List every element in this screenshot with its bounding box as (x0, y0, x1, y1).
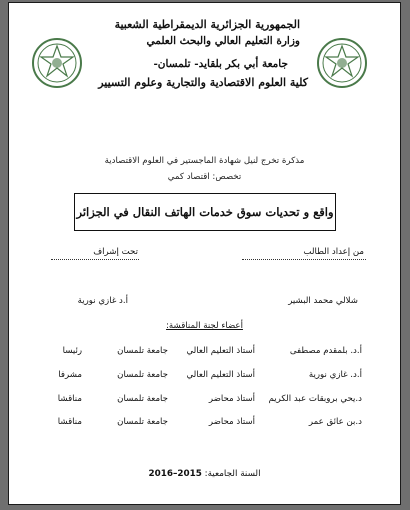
ministry-name: وزارة التعليم العالي والبحث العلمي (146, 35, 300, 47)
member-role: مناقشا (57, 417, 82, 427)
member-university: جامعة تلمسان (117, 394, 168, 404)
specialty-line: تخصص: اقتصاد كمي (167, 172, 242, 182)
member-name: أ.د. بلمقدم مصطفى (289, 346, 362, 356)
academic-year-label: السنة الجامعية: (204, 469, 261, 479)
university-emblem-icon (316, 37, 368, 89)
member-university: جامعة تلمسان (117, 346, 168, 356)
member-rank: أستاذ التعليم العالي (186, 346, 255, 356)
student-label: من إعداد الطالب (303, 247, 364, 257)
committee-title-text: أعضاء لجنة المناقشة: (166, 321, 243, 331)
member-role: رئيسا (62, 346, 82, 356)
member-role: مشرفا (58, 370, 82, 380)
member-name: د.يحي بروبقات عبد الكريم (268, 394, 362, 404)
supervisor-name: أ.د غازي نورية (77, 296, 128, 306)
committee-row (9, 346, 400, 360)
supervisor-label: تحت إشراف (93, 247, 138, 257)
member-university: جامعة تلمسان (117, 417, 168, 427)
university-name: جامعة أبي بكر بلقايد- تلمسان- (153, 58, 288, 70)
student-name: شلالي محمد البشير (288, 296, 358, 306)
divider (51, 259, 139, 260)
thesis-title-box (74, 193, 336, 231)
member-name: أ.د. غازي نورية (308, 370, 362, 380)
committee-row (9, 394, 400, 408)
committee-row (9, 417, 400, 431)
member-rank: أستاذ محاضر (208, 417, 255, 427)
member-university: جامعة تلمسان (117, 370, 168, 380)
academic-year-value: 2015–2016 (148, 469, 202, 479)
member-role: مناقشا (57, 394, 82, 404)
divider (242, 259, 366, 260)
republic-name: الجمهورية الجزائرية الديمقراطية الشعبية (114, 18, 300, 31)
faculty-name: كلية العلوم الاقتصادية والتجارية وعلوم التسيير (98, 76, 308, 89)
academic-year (9, 469, 400, 479)
memo-description: مذكرة تخرج لنيل شهادة الماجستير في العلوم الاقتصادية (104, 156, 305, 166)
committee-row (9, 370, 400, 384)
member-rank: أستاذ محاضر (208, 394, 255, 404)
member-rank: أستاذ التعليم العالي (186, 370, 255, 380)
member-name: د.بن عائق عمر (308, 417, 362, 427)
committee-title (9, 321, 400, 331)
thesis-title: واقع و تحديات سوق خدمات الهاتف النقال في الجزائر (76, 205, 334, 219)
document-page (8, 2, 401, 505)
